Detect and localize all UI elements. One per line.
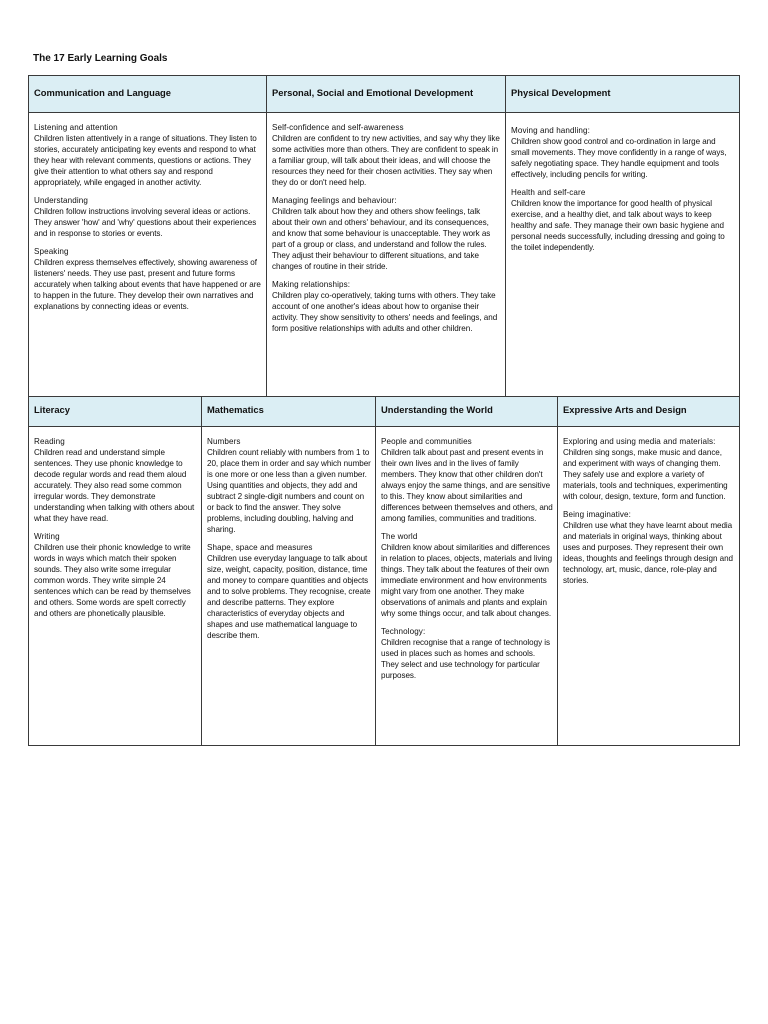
specific-areas-table	[28, 396, 740, 746]
header-understanding-the-world	[376, 397, 558, 427]
heading: Mathematics	[207, 404, 264, 415]
section-heading: Speaking	[34, 247, 69, 256]
section-heading: The world	[381, 532, 418, 541]
section-text: Children sing songs, make music and dance, and experiment with ways of changing them. They safely use and explore a variety of materials, tools and techniques, experimenting with colour, design, texture, form and function.	[563, 448, 728, 501]
section-text: Children read and understand simple sentences. They use phonic knowledge to decode regular words and read them aloud accurately. They also read some common irregular words. They demonstrate understanding when talking with others about what they have read.	[34, 448, 195, 523]
section-text: Children express themselves effectively, showing awareness of listeners' needs. They use past, present and future forms accurately when talking about events that have happened or are to happen in the future. They develop their own narratives and explanations by connecting ideas or events.	[34, 258, 261, 311]
section-heading: Exploring and using media and materials:	[563, 437, 716, 446]
section-heading: Managing feelings and behaviour:	[272, 196, 397, 205]
header-literacy	[29, 397, 202, 427]
cell-personal-social-emotional	[267, 113, 506, 398]
cell-physical-development	[506, 113, 740, 398]
cell-expressive-arts-design	[558, 427, 740, 746]
heading: Expressive Arts and Design	[563, 404, 687, 415]
section-heading: Writing	[34, 532, 60, 541]
section-text: Children know the importance for good health of physical exercise, and a healthy diet, and talk about ways to keep healthy and safe. They manage their own basic hygiene and personal needs successfully, including dressing and going to the toilet independently.	[511, 199, 725, 252]
section-heading: Understanding	[34, 196, 88, 205]
section-text: Children recognise that a range of technology is used in places such as homes and schools. They select and use technology for particular purposes.	[381, 638, 551, 680]
section-text: Children talk about past and present events in their own lives and in the lives of family members. They know that other children don't always enjoy the same things, and are sensitive to this. They know about similarities and differences between themselves and others, and among families, communities and traditions.	[381, 448, 553, 523]
header-mathematics	[202, 397, 376, 427]
header-expressive-arts-design	[558, 397, 740, 427]
section-text: Children show good control and co-ordination in large and small movements. They move confidently in a range of ways, safely negotiating space. They handle equipment and tools effectively, including pencils for writing.	[511, 137, 727, 179]
section-heading: Shape, space and measures	[207, 543, 313, 552]
section-text: Children play co-operatively, taking turns with others. They take account of one another's ideas about how to organise their activity. They show sensitivity to others' needs and feelings, and form positive relationships with adults and other children.	[272, 291, 498, 333]
header-communication-language	[29, 76, 267, 113]
heading: Communication and Language	[34, 87, 171, 98]
section-heading: Numbers	[207, 437, 241, 446]
page-title: The 17 Early Learning Goals	[33, 53, 168, 64]
heading: Literacy	[34, 404, 70, 415]
section-text: Children talk about how they and others show feelings, talk about their own and others' behaviour, and its consequences, and know that some behaviour is unacceptable. They work as part of a group or class, and understand and follow the rules. They adjust their behaviour to different situations, and take changes of routine in their stride.	[272, 207, 491, 271]
header-personal-social-emotional	[267, 76, 506, 113]
section-heading: Health and self-care	[511, 188, 586, 197]
section-heading: Listening and attention	[34, 123, 118, 132]
section-heading: Making relationships:	[272, 280, 351, 289]
section-text: Children know about similarities and differences in relation to places, objects, materials and living things. They talk about the features of their own immediate environment and how environments might vary from one another. They make observations of animals and plants and explain why some things occur, and talk about changes.	[381, 543, 553, 618]
section-heading: People and communities	[381, 437, 472, 446]
prime-areas-table	[28, 75, 740, 398]
section-text: Children are confident to try new activities, and say why they like some activities more than others. They are confident to speak in a familiar group, will talk about their ideas, and will choose the resources they need for their chosen activities. They say when they do or don't need help.	[272, 134, 500, 187]
section-heading: Reading	[34, 437, 65, 446]
section-text: Children use everyday language to talk about size, weight, capacity, position, distance, time and money to compare quantities and objects and to solve problems. They recognise, create and describe patterns. They explore characteristics of everyday objects and shapes and use mathematical language to describe them.	[207, 554, 371, 640]
section-heading: Technology:	[381, 627, 426, 636]
section-text: Children listen attentively in a range of situations. They listen to stories, accurately anticipating key events and respond to what they hear with relevant comments, questions or actions. They give their attention to what others say and respond appropriately, while engaged in another activity.	[34, 134, 257, 187]
section-text: Children count reliably with numbers from 1 to 20, place them in order and say which number is one more or one less than a given number. Using quantities and objects, they add and subtract 2 single-digit numbers and count on or back to find the answer. They solve problems, including doubling, halving and sharing.	[207, 448, 371, 534]
section-heading: Self-confidence and self-awareness	[272, 123, 404, 132]
section-text: Children use their phonic knowledge to write words in ways which match their spoken sounds. They also write some irregular common words. They write simple 24 sentences which can be read by themselves and others. Some words are spelt correctly and others are phonetically plausible.	[34, 543, 191, 618]
cell-understanding-the-world	[376, 427, 558, 746]
cell-mathematics	[202, 427, 376, 746]
cell-communication-language	[29, 113, 267, 398]
heading: Physical Development	[511, 87, 611, 98]
header-physical-development	[506, 76, 740, 113]
section-text: Children follow instructions involving several ideas or actions. They answer 'how' and 'why' questions about their experiences and in response to stories or events.	[34, 207, 257, 238]
heading: Personal, Social and Emotional Development	[272, 87, 474, 98]
heading: Understanding the World	[381, 404, 493, 415]
section-heading: Being imaginative:	[563, 510, 631, 519]
section-text: Children use what they have learnt about media and materials in original ways, thinking about uses and purposes. They represent their own ideas, thoughts and feelings through design and technology, art, music, dance, role-play and stories.	[563, 521, 733, 585]
cell-literacy	[29, 427, 202, 746]
section-heading: Moving and handling:	[511, 126, 590, 135]
